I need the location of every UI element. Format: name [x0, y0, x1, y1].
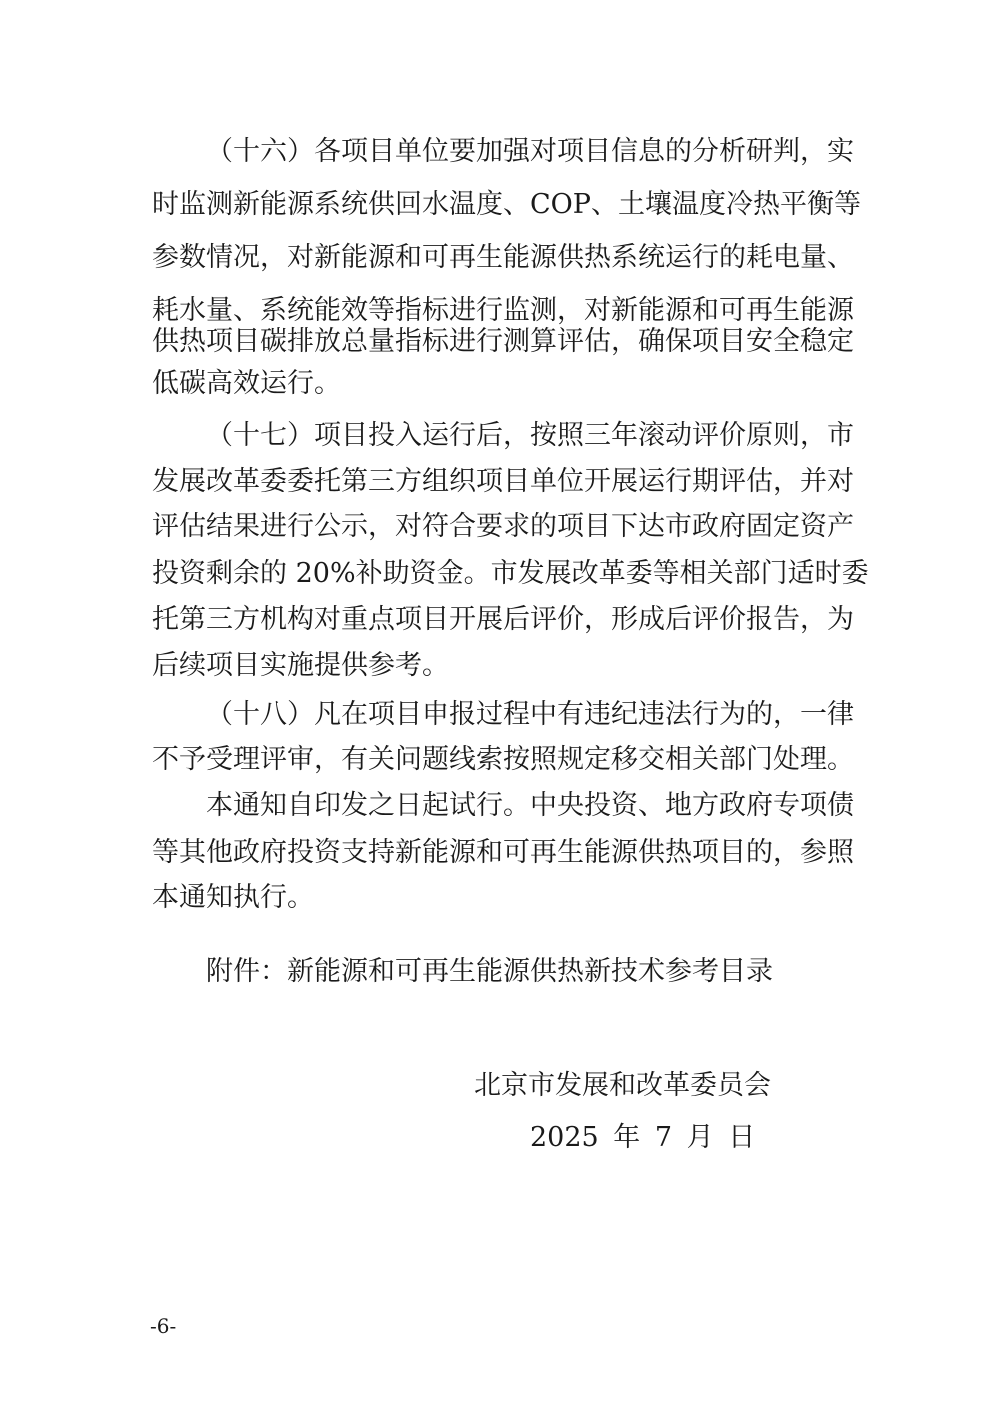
paragraph-18-line-1: （十八）凡在项目申报过程中有违纪违法行为的，一律	[206, 699, 854, 730]
paragraph-16-line-3: 参数情况，对新能源和可再生能源供热系统运行的耗电量、	[152, 242, 854, 273]
paragraph-16-line-2: 时监测新能源系统供回水温度、COP、土壤温度冷热平衡等	[152, 189, 861, 220]
attachment-note: 附件：新能源和可再生能源供热新技术参考目录	[206, 956, 773, 987]
paragraph-18-line-2: 不予受理评审，有关问题线索按照规定移交相关部门处理。	[152, 744, 854, 775]
paragraph-16-line-1: （十六）各项目单位要加强对项目信息的分析研判，实	[206, 136, 854, 167]
paragraph-16-line-6: 低碳高效运行。	[152, 368, 341, 399]
paragraph-17-line-5: 托第三方机构对重点项目开展后评价，形成后评价报告，为	[152, 604, 854, 635]
paragraph-17-line-2: 发展改革委委托第三方组织项目单位开展运行期评估，并对	[152, 466, 854, 497]
paragraph-16-line-5: 供热项目碳排放总量指标进行测算评估，确保项目安全稳定	[152, 326, 854, 357]
paragraph-17-line-4: 投资剩余的 20%补助资金。市发展改革委等相关部门适时委	[152, 558, 869, 589]
signature-date: 2025 年 7 月 日	[530, 1122, 756, 1153]
signature-organization: 北京市发展和改革委员会	[474, 1070, 771, 1101]
closing-line-2: 等其他政府投资支持新能源和可再生能源供热项目的，参照	[152, 837, 854, 868]
paragraph-17-line-3: 评估结果进行公示，对符合要求的项目下达市政府固定资产	[152, 511, 854, 542]
page-number: -6-	[150, 1314, 177, 1338]
paragraph-17-line-1: （十七）项目投入运行后，按照三年滚动评价原则，市	[206, 420, 854, 451]
closing-line-3: 本通知执行。	[152, 882, 314, 913]
paragraph-16-line-4: 耗水量、系统能效等指标进行监测，对新能源和可再生能源	[152, 295, 854, 326]
paragraph-17-line-6: 后续项目实施提供参考。	[152, 650, 449, 681]
closing-line-1: 本通知自印发之日起试行。中央投资、地方政府专项债	[206, 790, 854, 821]
